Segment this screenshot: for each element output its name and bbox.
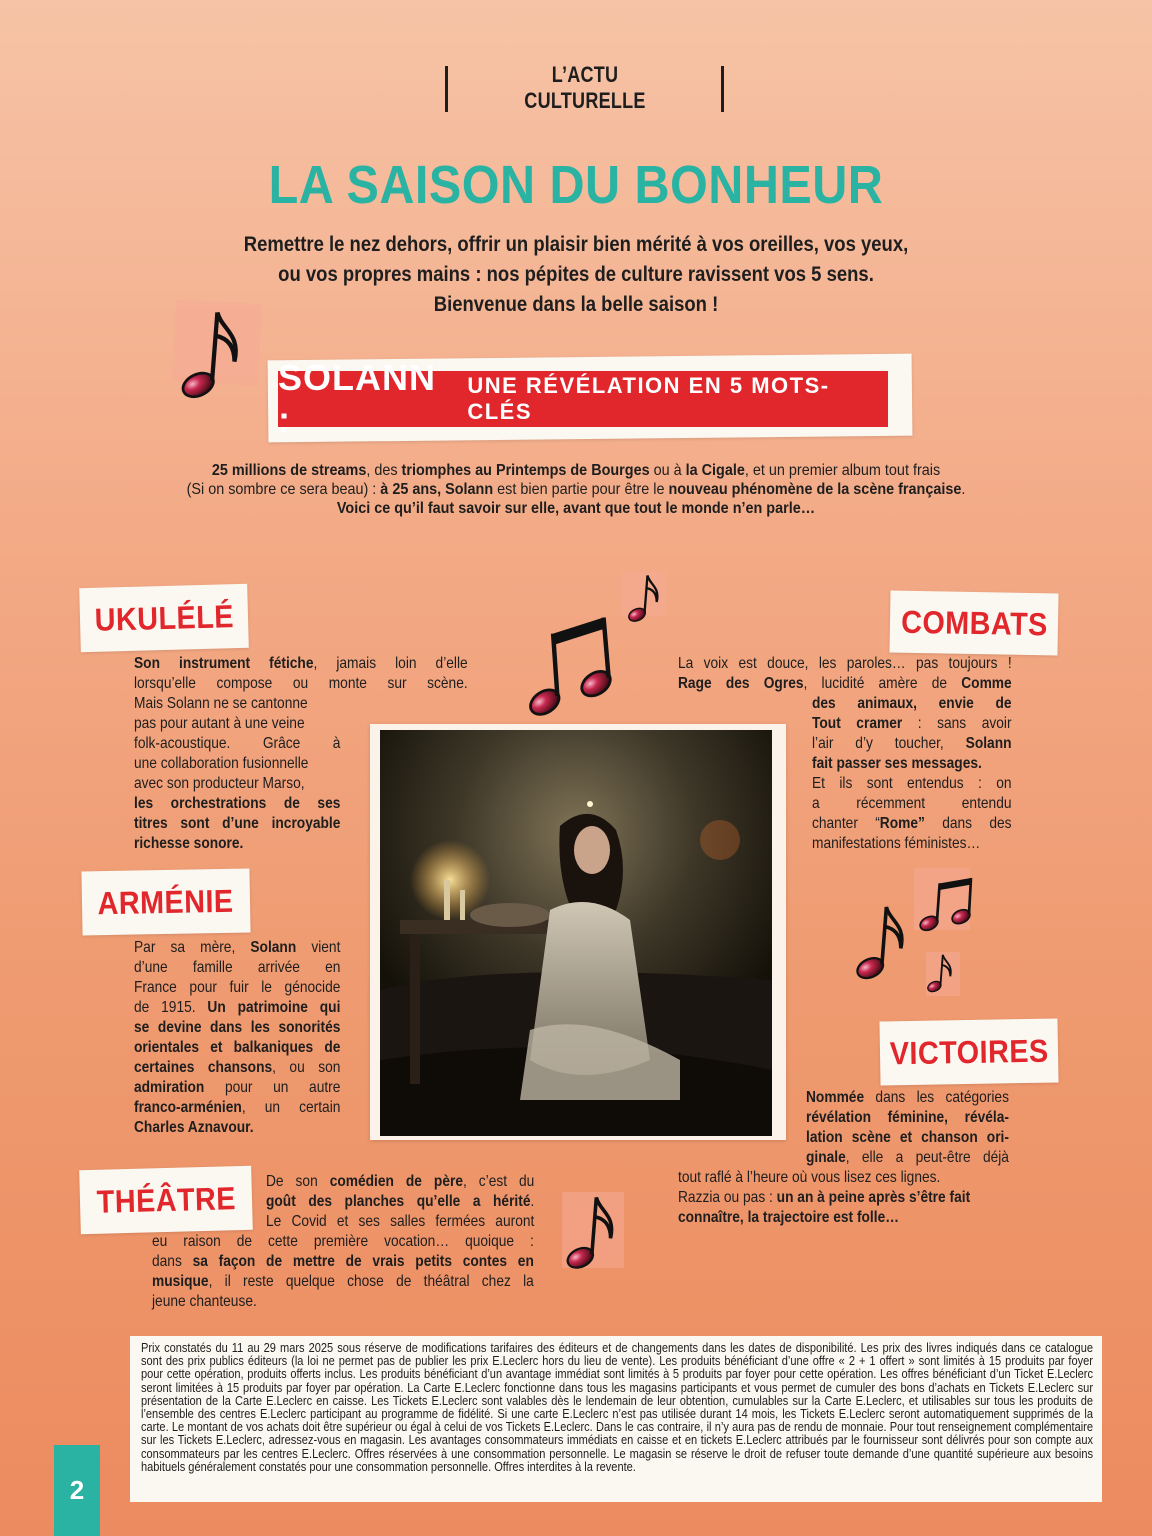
keyword-label: COMBATS [900,603,1048,642]
text-line [806,1148,1009,1168]
legal-line: l’ensemble des centres E.Leclerc participant au programme de fidélité. Si une carte E.Leclerc n’est pas utilisée durant 14 mois, les Tickets E.Leclerc seront automatiquement supprimés de la [141,1406,1093,1422]
text-span: , ou son [272,1059,341,1076]
text-line [806,1088,1009,1108]
text-span: dans des [924,815,1012,832]
rubric-line-1: L’ACTU [551,62,619,87]
text-span: dans [152,1253,193,1270]
legal-line: pour cette opération, produits offerts inclus. Les produits bénéficiant d’un avantage immédiat sont limités à 5 produits par foyer pour cette opération. Les offres bénéficiant d’un Ticket E.Leclerc [141,1366,1093,1382]
text-bold: titres sont d’une incroyable [134,815,341,832]
intro-line: Remettre le nez dehors, offrir un plaisir bien mérité à vos oreilles, vos yeux, [243,233,909,256]
text-span: . [530,1193,535,1210]
keyword-label: VICTOIRES [889,1032,1049,1071]
legal-line: présentation de la Carte E.Leclerc en caisse. Les Tickets E.Leclerc sont valables dès le lendemain de leur obtention, cumulables sur la Carte E.Leclerc, et utilisables sur tous les produits de [141,1392,1093,1408]
text-bold: Tout cramer [812,715,903,732]
lead-text: , et un premier album tout frais [744,462,941,479]
text-bold: certaines chansons [134,1059,273,1076]
artist-photo [380,730,772,1136]
text-bold: richesse sonore. [134,835,244,852]
lead-bold: à 25 ans, Solann [380,481,494,498]
music-note-icon [562,1192,620,1272]
keyword-combats [889,591,1058,656]
text-bold: Solann [250,939,297,956]
text-bold: Solann [965,735,1012,752]
text-line: Mais Solann ne se cantonne [134,695,308,712]
lead-line [166,480,987,499]
text-bold: révélation féminine, révéla- [806,1109,1009,1126]
text-line [134,1018,340,1038]
text-bold: goût des planches qu’elle a hérité [266,1193,531,1210]
text-bold: fait passer ses messages. [812,755,982,772]
text-line [806,1108,1009,1128]
text-line: folk-acoustique. Grâce à [134,735,341,752]
text-bold: Rome” [879,815,925,832]
text-line: France pour fuir le génocide [134,979,341,996]
text-line: pas pour autant à une veine [134,715,305,732]
banner-subtitle: UNE RÉVÉLATION EN 5 MOTS-CLÉS [467,373,830,424]
text-line [806,1128,1009,1148]
text-bold: Rage des Ogres [678,675,804,692]
text-bold: ginale [806,1149,846,1166]
text-bold: Comme [961,675,1012,692]
text-line: eu raison de cette première vocation… quoique : [152,1233,534,1250]
text-bold: un an à peine après s’être fait [776,1189,971,1206]
legal-line: seront limitées à 15 produits par foyer par opération. La Carte E.Leclerc fonctionne dans tous les magasins participants et vous permet de cumuler des bons d’achats en Tickets E.Leclerc sur [141,1379,1093,1395]
legal-line: consommateurs par les centres E.Leclerc. Offres réservées à une consommation personnelle. Le magasin se réserve le droit de refuser toute demande d’une quantité supérieure aux besoins [141,1445,1093,1461]
keyword-armenie [81,869,250,936]
keyword-label: ARMÉNIE [97,882,235,921]
text-span: , un certain [241,1099,341,1116]
rubric-label [491,62,680,114]
text-bold: connaître, la trajectoire est folle… [678,1209,899,1226]
keyword-ukulele [79,584,249,652]
text-span: , c’est du [462,1173,535,1190]
text-line [134,1078,340,1098]
music-note-icon [624,572,664,624]
text-line: a récemment entendu [812,795,1012,812]
lead-text: ou à [649,462,686,479]
combats-paragraph-cont [812,694,1012,854]
text-span: De son [266,1173,330,1190]
lead-text: , des [366,462,402,479]
artist-photo-illustration [380,730,772,1136]
text-span: dans les catégories [864,1089,1009,1106]
combats-paragraph [678,654,1012,694]
lead-bold: triomphes au Printemps de Bourges [401,462,650,479]
text-line [134,794,340,814]
text-bold: orientales et balkaniques de [134,1039,341,1056]
victoires-paragraph-cont [678,1168,970,1228]
solann-banner [278,357,888,440]
keyword-label: UKULÉLÉ [93,597,235,638]
text-line [134,1038,340,1058]
rubric-line-2: CULTURELLE [524,88,646,113]
keyword-label: THÉÂTRE [95,1179,237,1220]
text-line [678,1208,970,1228]
intro-line: ou vos propres mains : nos pépites de culture ravissent vos 5 sens. [278,263,874,286]
text-line [152,1272,534,1292]
text-span: , jamais loin d’elle [313,655,468,672]
text-line [678,1188,970,1208]
text-bold: sa façon de mettre de vrais petits contes en [192,1253,534,1270]
page-number: 2 [54,1445,100,1536]
music-note-icon [176,306,246,402]
text-line [134,1058,340,1078]
text-bold: se devine dans les sonorités [134,1019,341,1036]
text-span: , il reste quelque chose de théâtral chez la [208,1273,534,1290]
lead-line [166,461,987,480]
text-bold: comédien de père [329,1173,463,1190]
text-line [266,1172,534,1192]
legal-line: sur les Tickets E.Leclerc, adressez-vous en magasin. Les avantages consommateurs immédiats en caisse et en tickets E.Leclerc attribués par le fournisseur sont délivrés pour son compte aux [141,1432,1093,1448]
text-line [134,1098,340,1118]
intro-line: Bienvenue dans la belle saison ! [433,293,719,316]
text-span: Razzia ou pas : [678,1189,777,1206]
text-bold: lation scène et chanson ori- [806,1129,1009,1146]
text-line: La voix est douce, les paroles… pas toujours ! [678,655,1012,672]
text-line [266,1192,534,1212]
text-span: vient [296,939,341,956]
text-line [134,834,340,854]
text-line: d’une famille arrivée en [134,959,341,976]
legal-notice [141,1341,1093,1473]
intro-paragraph [201,230,951,320]
text-line: Et ils sont entendus : on [812,775,1012,792]
text-line [812,734,1012,754]
text-line: avec son producteur Marso, [134,775,305,792]
banner-name: SOLANN : [278,357,436,440]
keyword-victoires [879,1018,1058,1085]
theatre-paragraph [266,1172,534,1232]
text-bold: franco-arménien [134,1099,242,1116]
text-bold: les orchestrations de ses [134,795,341,812]
legal-line: Prix constatés du 11 au 29 mars 2025 sous réserve de modifications tarifaires des éditeurs et de changements dans les dates de disponibilité. Les prix des livres indiqués dans ce catalogue [141,1340,1093,1355]
text-line: Le Covid et ses salles fermées auront [266,1213,535,1230]
text-line: tout raflé à l’heure où vous lisez ces lignes. [678,1169,941,1186]
double-music-note-icon [512,596,629,737]
text-line [134,998,340,1018]
text-span: l’air d’y toucher, [812,735,966,752]
text-span: : sans avoir [902,715,1012,732]
text-line [134,1118,340,1138]
armenie-paragraph [134,938,340,1138]
text-line [134,654,468,674]
victoires-paragraph [806,1088,1009,1168]
text-bold: Son instrument fétiche [134,655,314,672]
rubric-bar-left [445,66,448,112]
lead-bold: nouveau phénomène de la scène française [668,481,962,498]
text-span: Par sa mère, [134,939,251,956]
theatre-paragraph-cont [152,1232,534,1312]
text-bold: des animaux, envie de [812,695,1012,712]
rubric-bar-right [721,66,724,112]
text-bold: Un patrimoine qui [207,999,341,1016]
text-line [812,754,1012,774]
text-line: lorsqu’elle compose ou monte sur scène. [134,675,468,692]
legal-line: habituels généralement constatés pour une consommation personnelle. Offres interdites à la revente. [141,1458,636,1474]
double-music-note-icon [916,874,978,934]
text-bold: admiration [134,1079,205,1096]
lead-line [166,499,987,518]
text-span: de 1915. [134,999,208,1016]
lead-text: . [961,481,966,498]
text-span: , elle a peut-être déjà [845,1149,1009,1166]
text-line [812,694,1012,714]
text-bold: Nommée [806,1089,865,1106]
text-bold: musique [152,1273,209,1290]
text-line [678,674,1012,694]
text-span: pour un autre [204,1079,341,1096]
music-note-icon [854,900,908,984]
text-line [152,1252,534,1272]
keyword-theatre [79,1166,253,1234]
legal-line: sont des prix publics éditeurs (la loi ne permet pas de publier les prix E.Leclerc hors du lieu de vente). Les produits bénéficiant d’une offre « 2 + 1 offert » sont limités à 15 produits par foyer [141,1353,1093,1369]
legal-line: carte. Le montant de vos achats doit être supérieur ou égal à celui de vos Tickets E.Leclerc. Dans le cas contraire, il n’y aura pas de rendu de monnaie. Pour tout renseignement complémentaire [141,1419,1093,1435]
text-line: une collaboration fusionnelle [134,755,309,772]
lead-text: est bien partie pour être le [493,481,669,498]
lead-bold: la Cigale [685,462,745,479]
lead-bold: 25 millions de streams [211,462,367,479]
text-bold: Charles Aznavour. [134,1119,254,1136]
music-note-icon [924,952,956,994]
text-span: , lucidité amère de [803,675,962,692]
lead-text: (Si on sombre ce sera beau) : [186,481,381,498]
text-line: jeune chanteuse. [152,1293,257,1310]
lead-bold: Voici ce qu’il faut savoir sur elle, avant que tout le monde n’en parle… [336,500,816,517]
lead-paragraph [166,461,987,518]
page-title: LA SAISON DU BONHEUR [268,155,884,215]
text-line [812,714,1012,734]
text-line [812,814,1012,834]
text-line: manifestations féministes… [812,835,981,852]
text-span: chanter “ [812,815,880,832]
text-line [134,938,340,958]
text-line [134,814,340,834]
